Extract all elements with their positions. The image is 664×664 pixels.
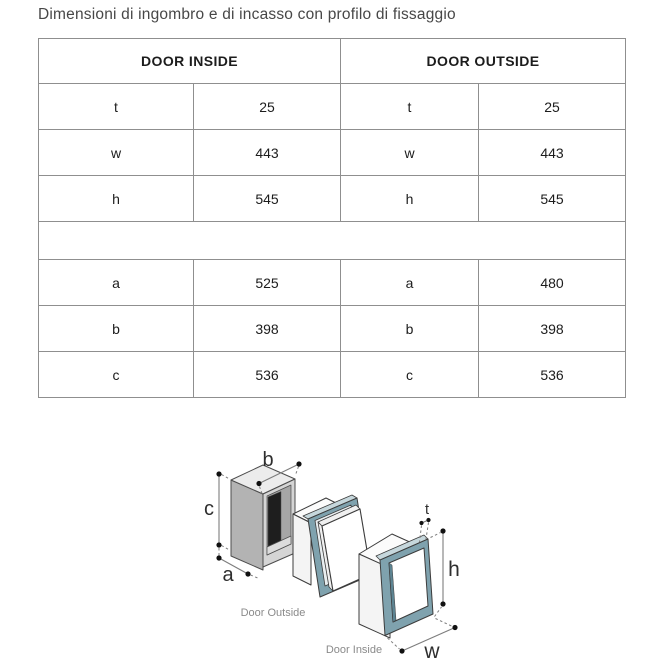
cell-param: h — [341, 176, 479, 222]
caption-door-outside: Door Outside — [240, 607, 306, 619]
cell-value: 536 — [194, 352, 341, 398]
door-inside-unit — [359, 534, 433, 638]
cell-param: t — [39, 84, 194, 130]
cell-value: 398 — [194, 306, 341, 352]
dim-label-h: h — [448, 558, 460, 581]
cell-value: 443 — [194, 130, 341, 176]
door-outside-body-side — [293, 514, 311, 585]
cell-param: w — [39, 130, 194, 176]
table-row — [39, 176, 626, 222]
table-spacer-row — [39, 222, 626, 260]
cell-param: b — [341, 306, 479, 352]
page-title: Dimensioni di ingombro e di incasso con profilo di fissaggio — [38, 6, 456, 23]
cell-param: t — [341, 84, 479, 130]
cell-param: b — [39, 306, 194, 352]
dimensions-table — [38, 38, 626, 398]
cell-param: a — [341, 260, 479, 306]
dim-label-a: a — [222, 564, 234, 586]
table-header-row — [39, 39, 626, 84]
dim-label-c: c — [204, 498, 214, 520]
cabinet-slot — [268, 492, 281, 549]
cell-value: 398 — [479, 306, 626, 352]
dim-label-t: t — [424, 502, 430, 518]
cell-value: 25 — [194, 84, 341, 130]
table-row — [39, 84, 626, 130]
cell-param: w — [341, 130, 479, 176]
table-row — [39, 130, 626, 176]
cell-param: h — [39, 176, 194, 222]
cell-value: 545 — [194, 176, 341, 222]
table-row — [39, 352, 626, 398]
cell-value: 25 — [479, 84, 626, 130]
cell-param: c — [39, 352, 194, 398]
table-row — [39, 306, 626, 352]
spacer-cell — [39, 222, 626, 260]
caption-door-inside: Door Inside — [325, 644, 383, 656]
cell-value: 480 — [479, 260, 626, 306]
header-door-inside: DOOR INSIDE — [39, 39, 341, 84]
cell-param: a — [39, 260, 194, 306]
dim-label-w: w — [424, 640, 440, 663]
cell-value: 536 — [479, 352, 626, 398]
cell-param: c — [341, 352, 479, 398]
cell-value: 525 — [194, 260, 341, 306]
cell-value: 443 — [479, 130, 626, 176]
dim-label-b: b — [262, 449, 274, 471]
table-row — [39, 260, 626, 306]
header-door-outside: DOOR OUTSIDE — [341, 39, 626, 84]
cabinet-side-face — [231, 480, 263, 570]
installation-diagram — [185, 440, 485, 664]
cell-value: 545 — [479, 176, 626, 222]
